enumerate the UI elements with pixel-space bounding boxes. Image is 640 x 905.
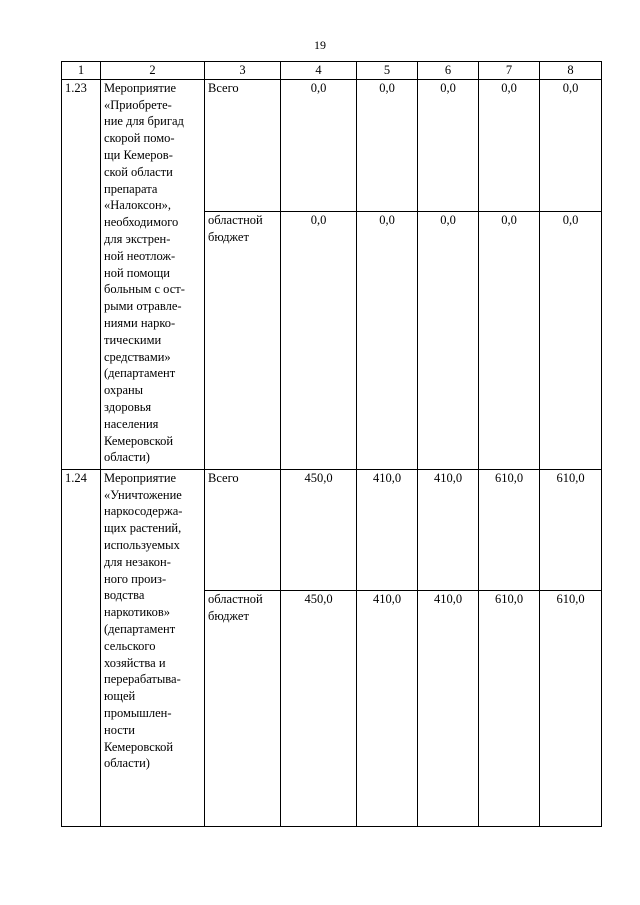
header-cell: 1	[62, 62, 101, 80]
source-label	[205, 212, 281, 470]
value-cell: 410,0	[418, 469, 479, 590]
header-cell: 4	[281, 62, 357, 80]
text-line: препарата	[104, 181, 158, 196]
value-cell: 0,0	[540, 79, 602, 211]
value-cell: 610,0	[540, 591, 602, 827]
value-cell: 410,0	[357, 591, 418, 827]
text-line: Мероприятие	[104, 80, 177, 95]
text-line: ности	[104, 722, 135, 737]
value-cell: 410,0	[357, 469, 418, 590]
value-cell: 450,0	[281, 469, 357, 590]
value-cell: 0,0	[418, 212, 479, 470]
text-line: ской области	[104, 164, 173, 179]
value-cell: 0,0	[418, 79, 479, 211]
value-cell: 0,0	[357, 212, 418, 470]
text-line: бюджет	[208, 230, 249, 245]
text-line: ющей	[104, 689, 136, 704]
text-line: ной неотлож-	[104, 248, 176, 263]
value-cell: 0,0	[281, 79, 357, 211]
table-row	[62, 79, 602, 211]
text-line: наркотиков»	[104, 605, 171, 620]
text-line: рыми отравле-	[104, 299, 182, 314]
value-cell: 0,0	[479, 212, 540, 470]
value-cell: 410,0	[418, 591, 479, 827]
text-line: ной помощи	[104, 265, 170, 280]
header-cell: 2	[101, 62, 205, 80]
text-line: Мероприятие	[104, 470, 177, 485]
value-cell: 0,0	[540, 212, 602, 470]
description-lines	[104, 80, 201, 469]
source-label: Всего	[205, 79, 281, 211]
text-line: для незакон-	[104, 554, 171, 569]
text-line: щи Кемеров-	[104, 147, 173, 162]
value-cell: 610,0	[479, 591, 540, 827]
text-line: необходимого	[104, 215, 179, 230]
table-row	[62, 469, 602, 590]
text-line: Кемеровской	[104, 739, 174, 754]
text-line: «Приобрете-	[104, 97, 172, 112]
row-description	[101, 79, 205, 469]
text-line: ние для бригад	[104, 114, 184, 129]
text-line: здоровья	[104, 399, 152, 414]
value-cell: 0,0	[357, 79, 418, 211]
row-id: 1.23	[62, 79, 101, 469]
text-line: охраны	[104, 383, 144, 398]
text-line: водства	[104, 588, 145, 603]
header-row	[62, 62, 602, 80]
row-description	[101, 469, 205, 826]
text-line: тическими	[104, 332, 162, 347]
source-label-lines	[208, 591, 277, 625]
value-cell: 610,0	[540, 469, 602, 590]
source-label-lines	[208, 212, 277, 246]
text-line: «Уничтожение	[104, 487, 182, 502]
text-line: наркосодержа-	[104, 504, 183, 519]
description-lines	[104, 470, 201, 826]
text-line: населения	[104, 416, 159, 431]
value-cell: 450,0	[281, 591, 357, 827]
text-line: (департамент	[104, 366, 176, 381]
text-line: средствами»	[104, 349, 171, 364]
text-line: бюджет	[208, 608, 249, 623]
row-id: 1.24	[62, 469, 101, 826]
text-line: используемых	[104, 537, 180, 552]
budget-table	[61, 61, 602, 827]
text-line: Кемеровской	[104, 433, 174, 448]
text-line: (департамент	[104, 621, 176, 636]
text-line: хозяйства и	[104, 655, 166, 670]
text-line: области)	[104, 450, 150, 465]
text-line: для экстрен-	[104, 231, 171, 246]
text-line: щих растений,	[104, 521, 182, 536]
text-line: перерабатыва-	[104, 672, 181, 687]
text-line: промышлен-	[104, 705, 172, 720]
text-line: ниями нарко-	[104, 315, 176, 330]
header-cell: 5	[357, 62, 418, 80]
text-line: больным с ост-	[104, 282, 185, 297]
text-line: сельского	[104, 638, 156, 653]
text-line: «Налоксон»,	[104, 198, 172, 213]
header-cell: 7	[479, 62, 540, 80]
value-cell: 0,0	[479, 79, 540, 211]
text-line: областной	[208, 592, 263, 607]
text-line: ного произ-	[104, 571, 167, 586]
value-cell: 610,0	[479, 469, 540, 590]
page-number: 19	[314, 38, 326, 52]
text-line: скорой помо-	[104, 131, 175, 146]
header-cell: 6	[418, 62, 479, 80]
text-line: области)	[104, 756, 150, 771]
header-cell: 8	[540, 62, 602, 80]
header-cell: 3	[205, 62, 281, 80]
value-cell: 0,0	[281, 212, 357, 470]
source-label: Всего	[205, 469, 281, 590]
source-label	[205, 591, 281, 827]
text-line: областной	[208, 213, 263, 228]
